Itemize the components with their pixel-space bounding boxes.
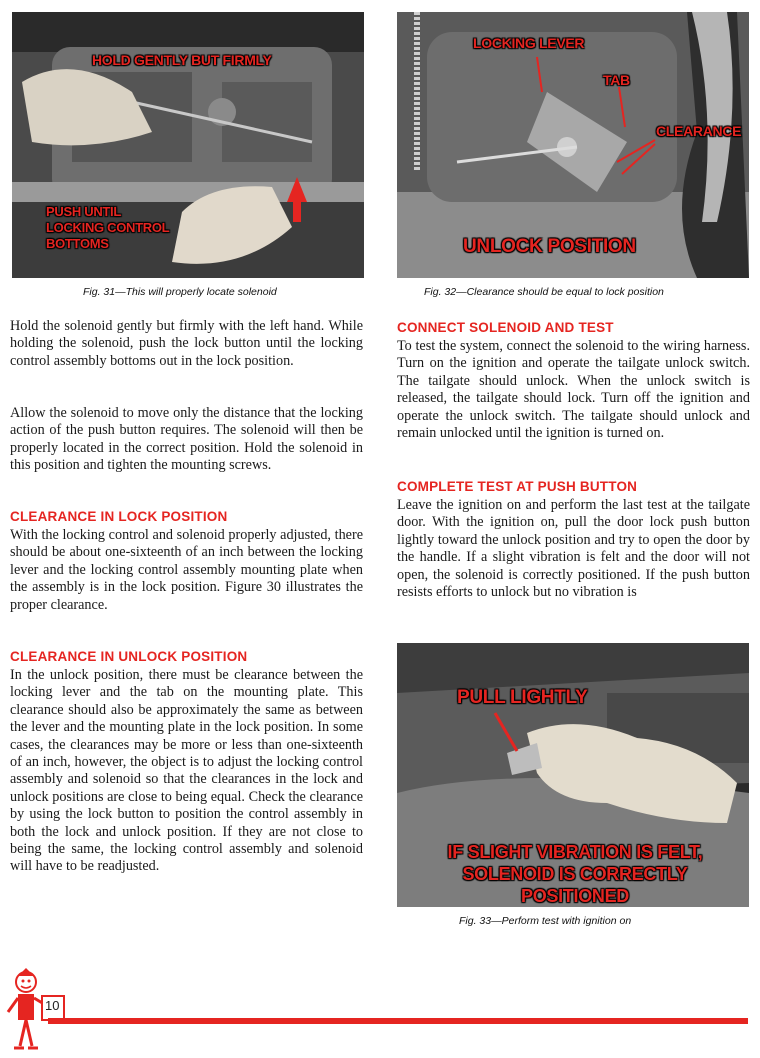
figure-31-label-hold: HOLD GENTLY BUT FIRMLY bbox=[92, 52, 272, 68]
para-allow-solenoid: Allow the solenoid to move only the distance that the locking action of the push button requires. The solenoid will then be properly located in the correct position. Hold the solenoid in this position and tighten the mounting screws. bbox=[10, 405, 363, 474]
heading-clearance-unlock: CLEARANCE IN UNLOCK POSITION bbox=[10, 649, 248, 664]
figure-32-label-clearance: CLEARANCE bbox=[656, 123, 742, 139]
para-clearance-lock: With the locking control and solenoid properly adjusted, there should be about one-sixteenth of an inch between the locking lever and the locking control assembly mounting plate when the assembly is in the lock position. Figure 30 illustrates the proper clearance. bbox=[10, 527, 363, 613]
footer-rule bbox=[48, 1018, 748, 1024]
heading-connect-solenoid: CONNECT SOLENOID AND TEST bbox=[397, 320, 614, 335]
heading-clearance-lock: CLEARANCE IN LOCK POSITION bbox=[10, 509, 228, 524]
para-clearance-unlock: In the unlock position, there must be clearance between the locking lever and the tab on the mounting plate. This clearance should also be approximately the same as between the lever and the mounting plate in the lock position. In some cases, the clearances may be more or less than one-sixteenth of an inch, however, the object is to adjust the locking control assembly and solenoid so that the clearances in the lock and unlock positions are close to being equal. Check the clearance by using the lock button to position the control assembly in both the lock and unlock position. If they are not close to being the same, the locking control assembly and solenoid will have to be readjusted. bbox=[10, 667, 363, 875]
figure-31-label-push: PUSH UNTIL LOCKING CONTROL BOTTOMS bbox=[46, 204, 170, 251]
figure-32-label-locking-lever: LOCKING LEVER bbox=[473, 35, 585, 51]
figure-32-label-tab: TAB bbox=[603, 72, 630, 88]
figure-31-caption: Fig. 31—This will properly locate solenoid bbox=[83, 286, 277, 298]
heading-complete-test: COMPLETE TEST AT PUSH BUTTON bbox=[397, 479, 638, 494]
figure-33-label-vibration: IF SLIGHT VIBRATION IS FELT, SOLENOID IS CORRECTLY POSITIONED bbox=[447, 842, 703, 906]
figure-33-caption: Fig. 33—Perform test with ignition on bbox=[459, 915, 632, 927]
para-connect-solenoid: To test the system, connect the solenoid to the wiring harness. Turn on the ignition and operate the tailgate unlock switch. The tailgate should unlock. When the unlock switch is released, the tailgate should lock. Turn off the ignition and operate the unlock switch. The tailgate should unlock and remain unlocked until the ignition is turned on. bbox=[397, 338, 750, 442]
figure-32-caption: Fig. 32—Clearance should be equal to lock position bbox=[424, 286, 664, 298]
para-hold-solenoid: Hold the solenoid gently but firmly with the left hand. While holding the solenoid, push the lock button until the locking control assembly bottoms out in the lock position. bbox=[10, 318, 363, 369]
figure-33-label-pull-lightly: PULL LIGHTLY bbox=[457, 687, 588, 708]
figure-32-label-unlock-position: UNLOCK POSITION bbox=[463, 236, 636, 257]
page-number: 10 bbox=[45, 998, 60, 1013]
para-complete-test: Leave the ignition on and perform the last test at the tailgate door. With the ignition on, pull the door lock push button lightly toward the unlock position and try to open the door by the handle. If a slight vibration is felt and the door will not open, the solenoid is correctly positioned. If the push button resists efforts to unlock but no vibration is bbox=[397, 497, 750, 601]
